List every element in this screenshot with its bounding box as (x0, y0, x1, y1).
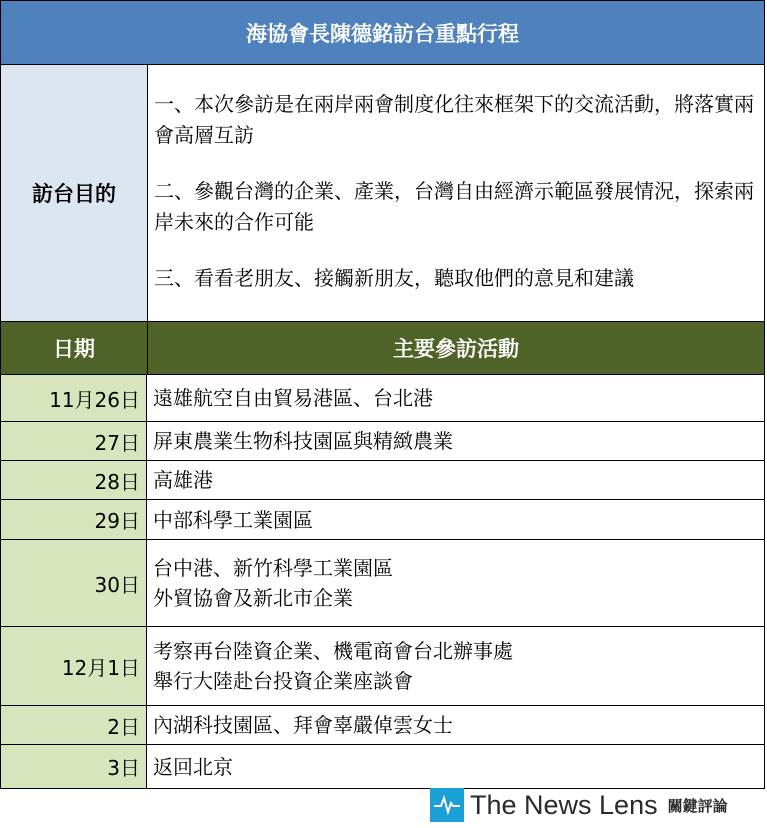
table-row (1, 627, 764, 706)
purpose-body (148, 65, 764, 321)
row-date: 28日 (1, 461, 147, 499)
logo-brand: The News Lens (470, 789, 658, 820)
purpose-item: 一、本次參訪是在兩岸兩會制度化往來框架下的交流活動，將落實兩會高層互訪 (154, 92, 754, 147)
row-activity (147, 627, 764, 705)
table-row (1, 375, 764, 422)
activity-column-header: 主要參訪活動 (393, 337, 519, 361)
row-activity (147, 500, 764, 539)
row-date: 3日 (1, 745, 147, 788)
table-row (1, 500, 764, 540)
table-row (1, 706, 764, 745)
table-row (1, 745, 764, 788)
table-row (1, 461, 764, 500)
row-activity (147, 540, 764, 626)
activity-line: 台中港、新竹科學工業園區 (153, 556, 393, 580)
purpose-item: 三、看看老朋友、接觸新朋友，聽取他們的意見和建議 (154, 266, 634, 290)
activity-line: 中部科學工業園區 (153, 507, 313, 532)
purpose-item: 二、參觀台灣的企業、產業，台灣自由經濟示範區發展情況，探索兩岸未來的合作可能 (154, 179, 754, 234)
logo-brand-cn: 關鍵評論 (667, 796, 728, 815)
row-date: 2日 (1, 706, 147, 744)
activity-line: 內湖科技園區、拜會辜嚴倬雲女士 (153, 713, 453, 737)
pulse-logo-icon (430, 788, 464, 822)
news-lens-logo (430, 788, 728, 822)
table-row (1, 422, 764, 461)
date-column-header: 日期 (1, 322, 148, 374)
table-title: 海協會長陳德銘訪台重點行程 (1, 1, 764, 65)
schedule-header (1, 322, 764, 375)
row-date: 11月26日 (1, 375, 147, 421)
row-activity (147, 461, 764, 499)
activity-line: 外貿協會及新北市企業 (153, 586, 353, 610)
activity-line: 遠雄航空自由貿易港區、台北港 (153, 386, 433, 410)
activity-line: 舉行大陸赴台投資企業座談會 (153, 669, 413, 693)
row-activity (147, 422, 764, 460)
row-date: 12月1日 (1, 627, 147, 705)
purpose-section (1, 65, 764, 322)
row-date: 27日 (1, 422, 147, 460)
table-row (1, 540, 764, 627)
purpose-label: 訪台目的 (1, 65, 148, 321)
activity-line: 屏東農業生物科技園區與精緻農業 (153, 429, 453, 453)
row-date: 29日 (1, 500, 147, 539)
row-activity (147, 375, 764, 421)
activity-line: 返回北京 (153, 754, 233, 779)
activity-line: 考察再台陸資企業、機電商會台北辦事處 (153, 639, 513, 663)
row-activity (147, 706, 764, 744)
row-date: 30日 (1, 540, 147, 626)
row-activity (147, 745, 764, 788)
activity-line: 高雄港 (153, 468, 213, 492)
